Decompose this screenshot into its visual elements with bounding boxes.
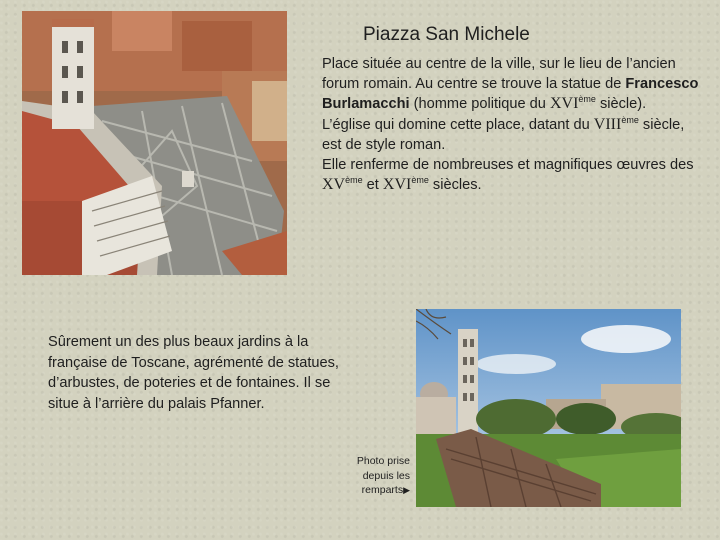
right-triangle-arrow-icon: ▶ [403,485,410,496]
description-paragraph-church: L’église qui domine cette place, datant du VIIIème siècle, est de style roman. [322,114,685,153]
caption-line: depuis les [362,469,410,482]
century-numeral: XV [322,176,346,194]
piazza-description [322,54,707,195]
century-numeral: XVI [549,95,579,113]
garden-photo [416,309,681,507]
slide-title: Piazza San Michele [363,24,530,45]
photo-caption [342,454,410,498]
century-suffix: ème [345,175,363,186]
person-name: Francesco Burlamacchi [322,76,699,113]
century-numeral: XVI [382,176,412,194]
century-suffix: ème [578,94,596,105]
garden-description: Sûrement un des plus beaux jardins à la française de Toscane, agrémenté de statues, d’arbustes, de poteries et de fontaines. Il se situe à l’arrière du palais Pfanner. [48,334,339,412]
century-suffix: ème [621,114,639,125]
description-paragraph-works: Elle renferme de nombreuses et magnifiques œuvres des XVème et XVIème siècles. [322,157,694,194]
caption-line: remparts▶ [361,484,410,497]
century-suffix: ème [411,175,429,186]
century-numeral: VIII [593,115,622,133]
piazza-aerial-photo [22,11,287,275]
description-paragraph-forum: Place située au centre de la ville, sur le lieu de l’ancien forum romain. Au centre se trouve la statue de Francesco Burlamacchi (homme politique du XVIème siècle). [322,56,699,113]
caption-line: Photo prise [356,455,410,467]
